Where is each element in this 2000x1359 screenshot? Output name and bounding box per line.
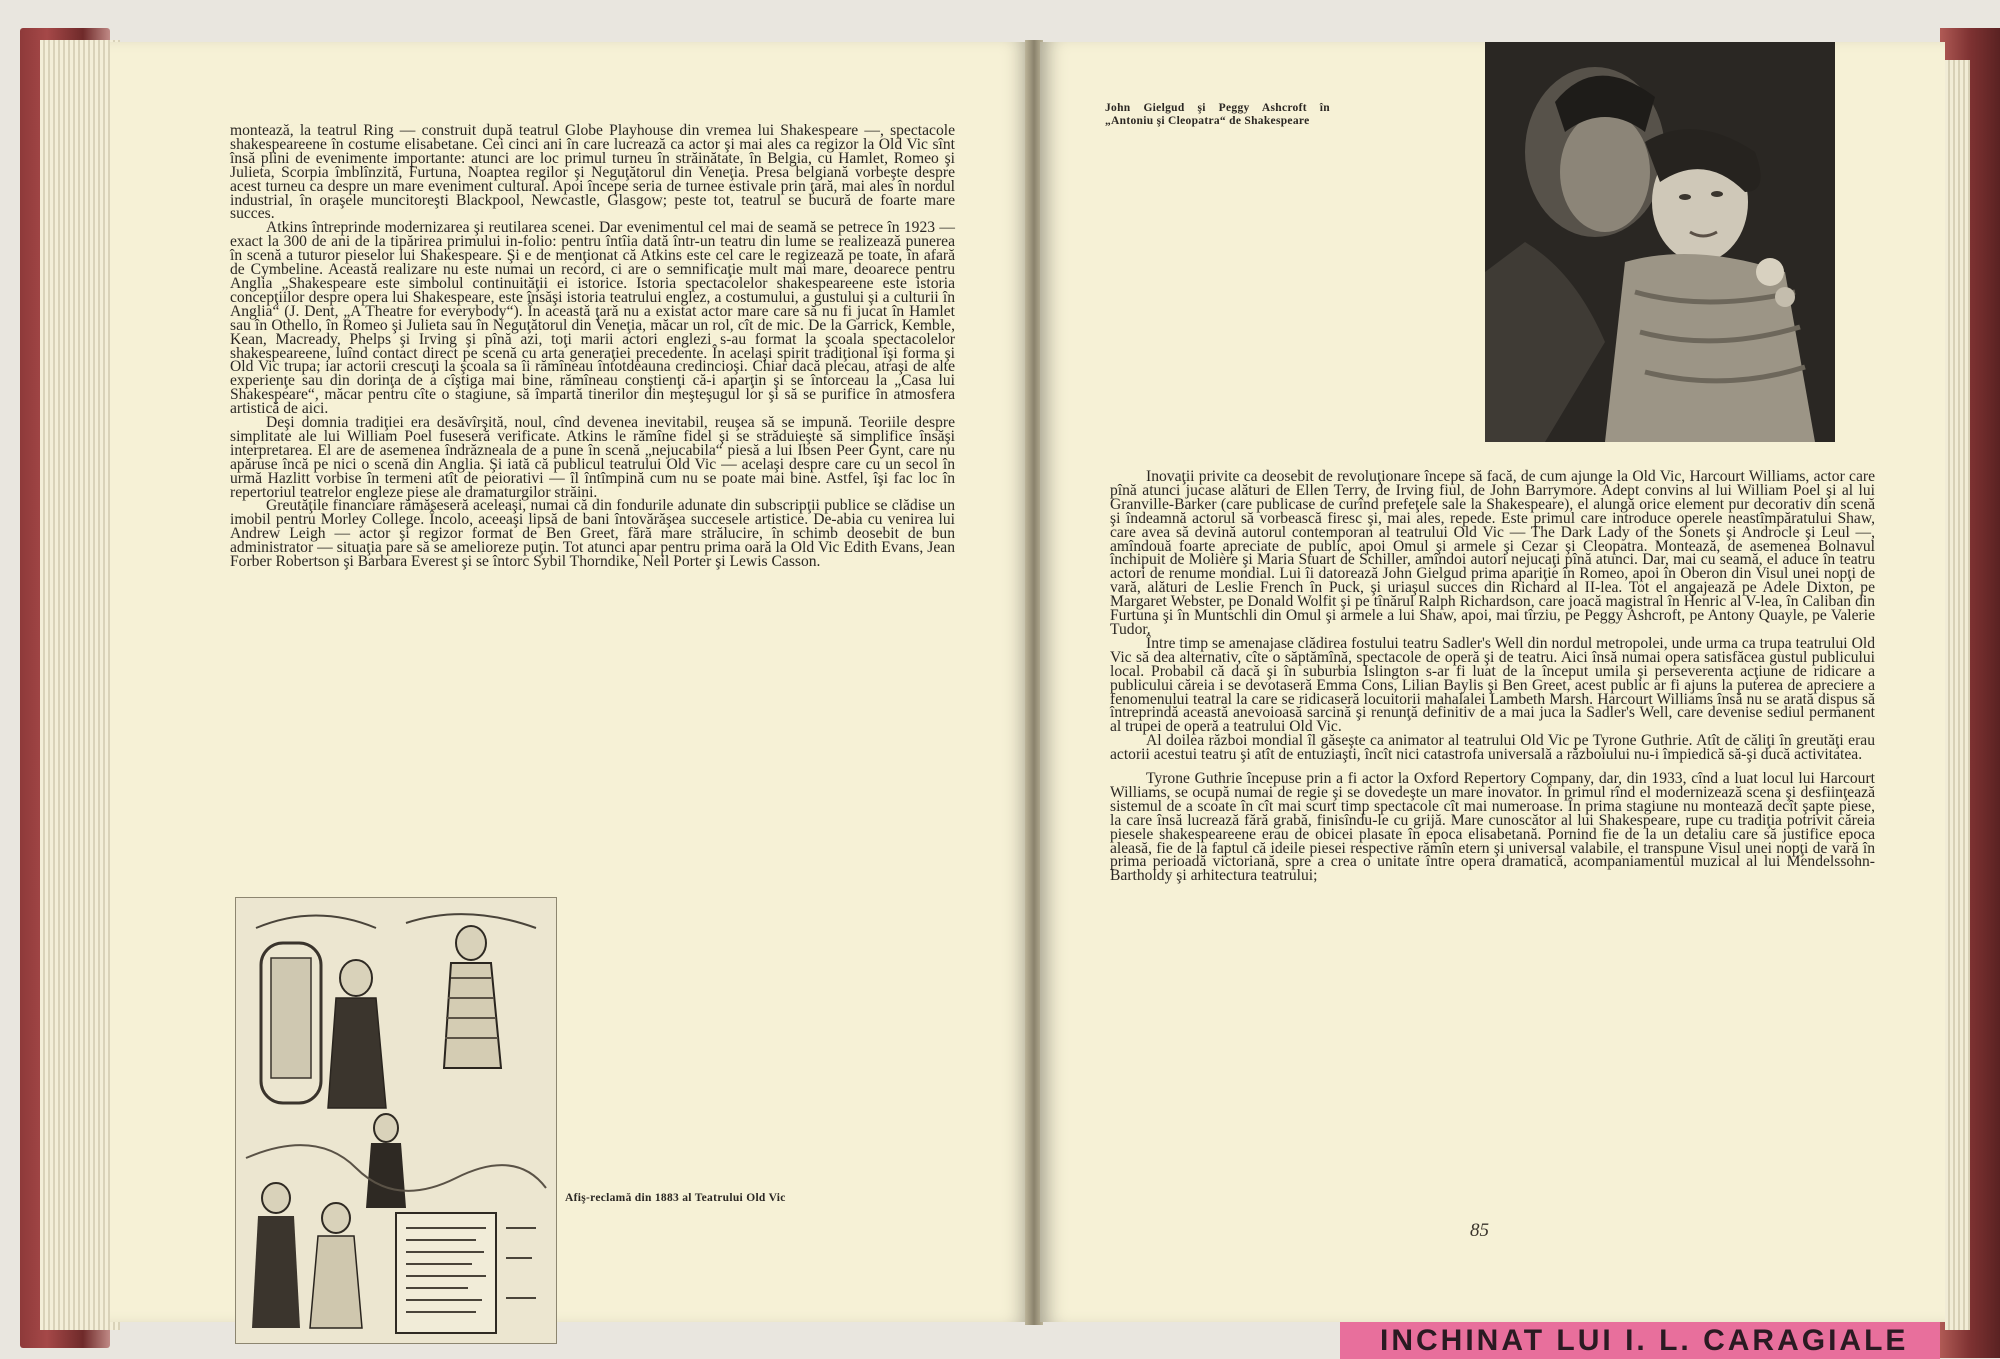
right-body-text (1110, 470, 1875, 883)
left-body-text (230, 124, 955, 569)
page-edges-left (40, 40, 120, 1330)
photo-caption: John Gielgud şi Peggy Ashcroft în „Antoniu şi Cleopatra“ de Shakespeare (1105, 102, 1330, 127)
old-vic-poster-image (235, 897, 557, 1344)
paragraph: Atkins întreprinde modernizarea şi reutilarea scenei. Dar evenimentul cel mai de seamă se petrece în 1923 — exact la 300 de ani de la tipărirea primului in-folio: pentru întîia dată într-un teatru din lume se realizează punerea în scenă a tuturor pieselor lui Shakespeare. Şi e de menţionat că Atkins este cel care le regizează pe toate, în afară de Cymbeline. Această realizare nu este numai un record, ci are o semnificaţie mult mai mare, deoarece pentru Anglia „Shakespeare este simbolul continuităţii ei istorice. Istoria spectacolelor shakespeareene este istoria concepţiilor despre opera lui Shakespeare, este însăşi istoria teatrului englez, a costumului, a gustului şi a culturii în Anglia“ (J. Dent, „A Theatre for everybody“). În această ţară nu a existat actor mare care să nu fi jucat în Hamlet sau în Othello, în Romeo şi Julieta sau în Neguţătorul din Veneţia, măcar un rol, cît de mic. De la Garrick, Kemble, Kean, Macready, Phelps şi Irving şi pînă azi, toţi marii actori englezi s-au format la şcoala spectacolelor shakespeareene, luînd contact direct pe scenă cu arta generaţiei precedente. În acelaşi spirit tradiţional îşi forma şi Old Vic trupa; iar actorii crescuţi la şcoala sa îi rămîneau întotdeauna credincioşi. Chiar dacă plecau, atraşi de alte experienţe sau din dorinţa de a cîştiga mai bine, rămîneau conştienţi că-i aparţin şi se întorceau la „Casa lui Shakespeare“, măcar pentru cîte o stagiune, să împartă tinerilor din meşteşugul lor şi să se purifice în atmosfera artistică de aici. (230, 219, 955, 418)
page-edges-right (1945, 60, 1970, 1330)
theatre-photo-icon (1485, 42, 1835, 442)
paragraph: Tyrone Guthrie începuse prin a fi actor la Oxford Repertory Company, dar, din 1933, cînd a luat locul lui Harcourt Williams, se ocupă numai de regie şi se dovedeşte un mare inovator. În primul rînd el modernizează scena şi desfiinţează sistemul de a scoate în cît mai scurt timp spectacole cît mai numeroase. În prima stagiune nu montează decît şapte piese, la care însă lucrează fără grabă, finisîndu-le cu grijă. Mare cunoscător al lui Shakespeare, rupe cu tradiţia potrivit căreia piesele shakespeareene erau de obicei plasate în epoca elisabetană. Pornind fie de la un detaliu care să justifice epoca aleasă, fie de la faptul că ideile piesei respective rămîn etern şi universal valabile, el transpune Visul unei nopţi de vară în prima perioadă victoriană, spre a crea o unitate între opera dramatică, acompaniamentul muzical al lui Mendelssohn-Bartholdy şi arhitectura teatrului; (1110, 770, 1875, 885)
left-page (110, 42, 1030, 1322)
paragraph: Al doilea război mondial îl găseşte ca animator al teatrului Old Vic pe Tyrone Guthrie. Atît de căliţi în greutăţi erau actorii acestui teatru şi atît de entuziaşti, încît nici catastrofa universală a războiului nu-i împiedică să-şi ducă activitatea. (1110, 732, 1875, 764)
poster-caption: Afiş-reclamă din 1883 al Teatrului Old Vic (565, 1192, 786, 1204)
right-page (1040, 42, 1945, 1322)
paragraph: Între timp se amenajase clădirea fostului teatru Sadler's Well din nordul metropolei, unde urma ca trupa teatrului Old Vic să dea alternativ, cîte o săptămînă, spectacole de operă şi de teatru. Aici însă numai opera satisfăcea gustul publicului local. Probabil că dacă şi în suburbia Islington s-ar fi luat de la început umila şi perseverenta acţiune de ridicare a publicului căreia i se devotaseră Emma Cons, Lilian Baylis şi Ben Greet, acest public ar fi ajuns la puterea de apreciere a fenomenului teatral la care se ridicaseră locuitorii mahalalei Lambeth Marsh. Harcourt Williams însă nu se arată dispus să întreprindă această anevoioasă sarcină şi renunţă definitiv de a mai juca la Sadler's Well, care devenise sediul permanent al trupei de operă a teatrului Old Vic. (1110, 634, 1875, 736)
paragraph: Greutăţile financiare rămăseseră aceleaşi, numai că din fondurile adunate din subscripţii publice se clădise un imobil pentru Morley College. Încolo, aceeaşi lipsă de bani întovărăşea succesele artistice. De-abia cu venirea lui Andrew Leigh — actor şi regizor format de Ben Greet, fără mare strălucire, în schimb deosebit de bun administrator — situaţia pare să se amelioreze puţin. Tot atunci apar pentru prima oară la Old Vic Edith Evans, Jean Forber Robertson şi Barbara Everest şi se întorc Sybil Thorndike, Neil Porter şi Lewis Casson. (230, 497, 955, 571)
poster-illustration-icon (236, 898, 556, 1343)
paragraph: Inovaţii privite ca deosebit de revoluţionare începe să facă, de cum ajunge la Old Vic, Harcourt Williams, actor care pînă atunci jucase alături de Ellen Terry, de Irving fiul, de John Barrymore. Adept convins al lui William Poel şi al lui Granville-Barker (care publicase de curînd prefeţele sale la Shakespeare), el alungă orice element pur decorativ din scenă şi îndeamnă actorul să vorbească firesc şi, mai ales, repede. Este primul care introduce operele neastîmpăratului Shaw, care avea să devină autorul contemporan al teatrului Old Vic — The Dark Lady of the Sonets şi Androcle şi Leul —, amîndouă foarte apreciate de public, apoi Omul şi armele şi Cezar şi Cleopatra. Montează, de asemenea Bolnavul închipuit de Molière şi Maria Stuart de Schiller, amîndoi autori nejucaţi pînă atunci. Dar, mai cu seamă, el aduce în teatru actori de renume mondial. Lui îi datorează John Gielgud prima apariţie în Romeo, apoi în Oberon din Visul unei nopţi de vară, alături de Leslie French în Puck, şi uriaşul succes din Richard al II-lea. Tot el angajează pe Adele Dixton, pe Margaret Webster, pe Donald Wolfit şi pe tînărul Ralph Richardson, care joacă magistral în Henric al V-lea, în Caliban din Furtuna şi în Muntschli din Omul şi armele a lui Shaw, apoi, mai tîrziu, pe Peggy Ashcroft, pe Antony Quayle, pe Valerie Tudor. (1110, 468, 1875, 638)
paragraph: Deşi domnia tradiţiei era desăvîrşită, noul, cînd devenea inevitabil, reuşea să se impună. Teoriile despre simplitate ale lui William Poel fuseseră verificate. Atkins le rămîne fidel şi se străduieşte să simplifice însăşi interpretarea. El are de asemenea îndrăzneala de a pune în scenă „nejucabila“ piesă a lui Ibsen Peer Gynt, care nu apăruse încă pe nici o scenă din Anglia. Şi iată că publicul teatrului Old Vic — acelaşi despre care cu un secol în urmă Hazlitt vorbise în termeni atît de peiorativi — îl întîmpină cum nu se poate mai bine. Astfel, îşi fac loc în repertoriul teatrelor engleze piese ale dramaturgilor străini. (230, 414, 955, 501)
paragraph: montează, la teatrul Ring — construit după teatrul Globe Playhouse din vremea lui Shakespeare —, spectacole shakespeareene în costume elisabetane. Cei cinci ani în care lucrează ca actor şi mai ales ca regizor la Old Vic sînt însă plini de evenimente importante: atunci are loc primul turneu în străinătate, în Belgia, cu Hamlet, Romeo şi Julieta, Scorpia îmblînzită, Furtuna, Noaptea regilor şi Neguţătorul din Veneţia. Presa belgiană vorbeşte despre acest turneu ca despre un mare eveniment cultural. Apoi începe seria de turnee estivale prin ţară, mai ales în nordul industrial, în oraşele muncitoreşti Blackpool, Newcastle, Glasgow; peste tot, teatrul se bucură de foarte mare succes. (230, 122, 955, 223)
gielgud-ashcroft-photo (1485, 42, 1835, 442)
next-page-strip (1340, 1320, 1940, 1359)
strip-title: INCHINAT LUI I. L. CARAGIALE (1380, 1324, 1909, 1357)
page-number: 85 (1470, 1220, 1489, 1241)
